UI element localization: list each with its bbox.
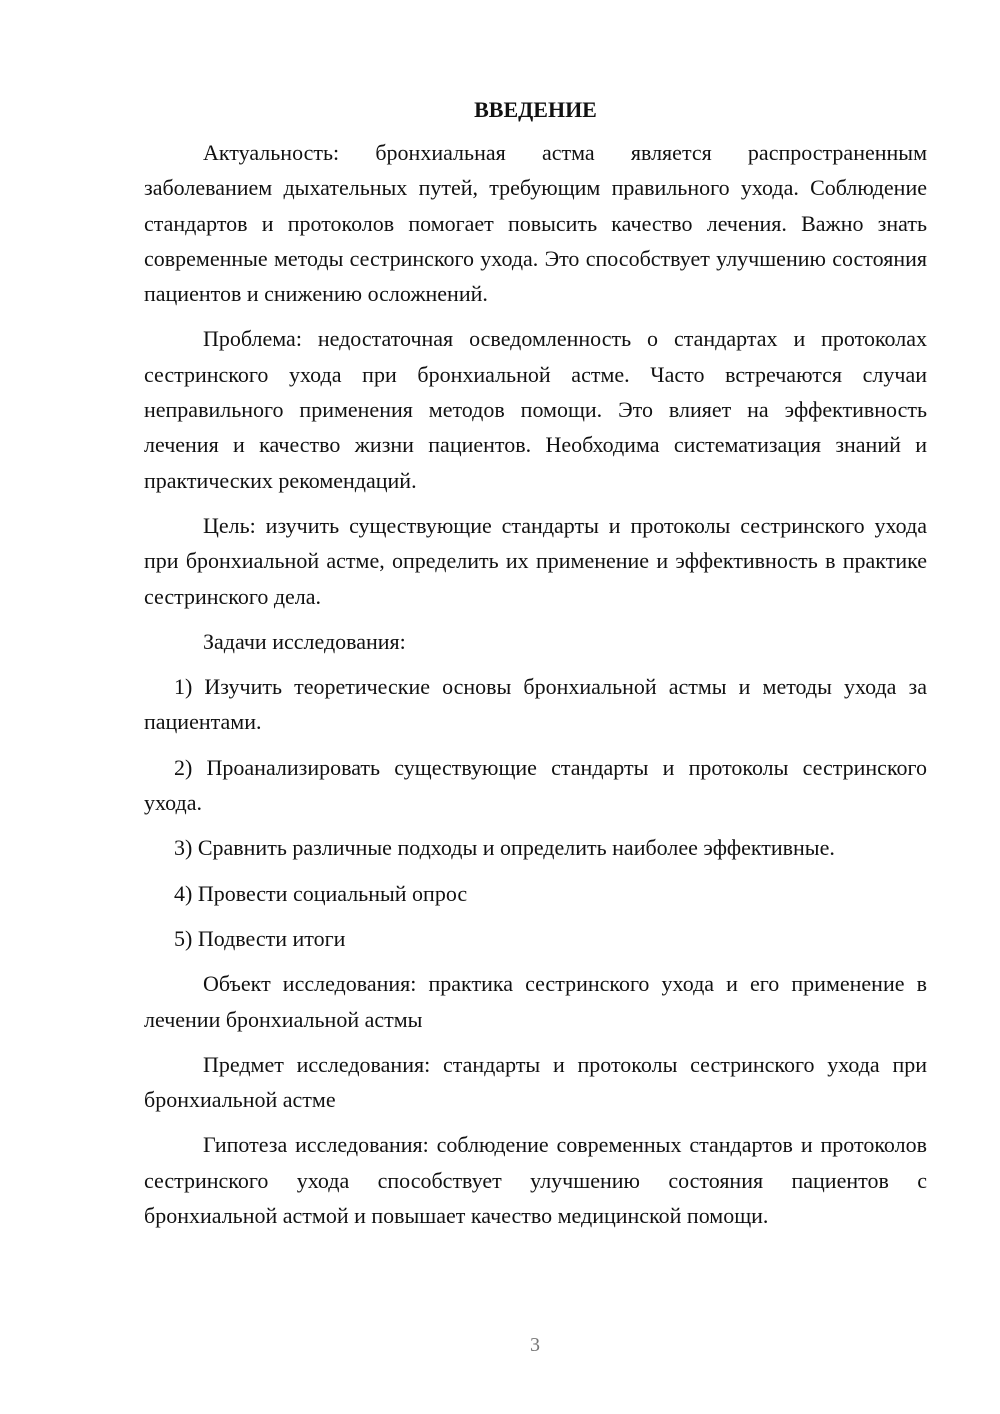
task-item-1: 1) Изучить теоретические основы бронхиальной астмы и методы ухода за пациентами. bbox=[144, 674, 927, 735]
section-heading: ВВЕДЕНИЕ bbox=[474, 97, 597, 122]
document-page bbox=[144, 95, 927, 1243]
relevance-paragraph: Актуальность: бронхиальная астма является распространенным заболеванием дыхательных путей, требующим правильного ухода. Соблюдение стандартов и протоколов помогает повысить качество лечения. Важно знать современные методы сестринского ухода. Это способствует улучшению состояния пациентов и снижению осложнений. bbox=[144, 140, 927, 307]
task-item-4: 4) Провести социальный опрос bbox=[174, 880, 468, 906]
subject-paragraph: Предмет исследования: стандарты и протоколы сестринского ухода при бронхиальной астме bbox=[144, 1051, 927, 1113]
hypothesis-paragraph: Гипотеза исследования: соблюдение современных стандартов и протоколов сестринского ухода способствует улучшению состояния пациентов с бронхиальной астмой и повышает качество медицинской помощи. bbox=[144, 1132, 927, 1229]
task-item-2: 2) Проанализировать существующие стандарты и протоколы сестринского ухода. bbox=[144, 754, 927, 816]
task-item-5: 5) Подвести итоги bbox=[174, 925, 346, 951]
page-number: 3 bbox=[530, 1334, 540, 1356]
task-item-3: 3) Сравнить различные подходы и определить наиболее эффективные. bbox=[174, 835, 835, 861]
goal-paragraph: Цель: изучить существующие стандарты и протоколы сестринского ухода при бронхиальной астме, определить их применение и эффективность в практике сестринского дела. bbox=[144, 512, 927, 609]
tasks-title: Задачи исследования: bbox=[203, 628, 406, 654]
problem-paragraph: Проблема: недостаточная осведомленность о стандартах и протоколах сестринского ухода при бронхиальной астме. Часто встречаются случаи неправильного применения методов помощи. Это влияет на эффективность лечения и качество жизни пациентов. Необходима систематизация знаний и практических рекомендаций. bbox=[144, 326, 927, 493]
object-paragraph: Объект исследования: практика сестринского ухода и его применение в лечении бронхиальной астмы bbox=[144, 971, 927, 1032]
